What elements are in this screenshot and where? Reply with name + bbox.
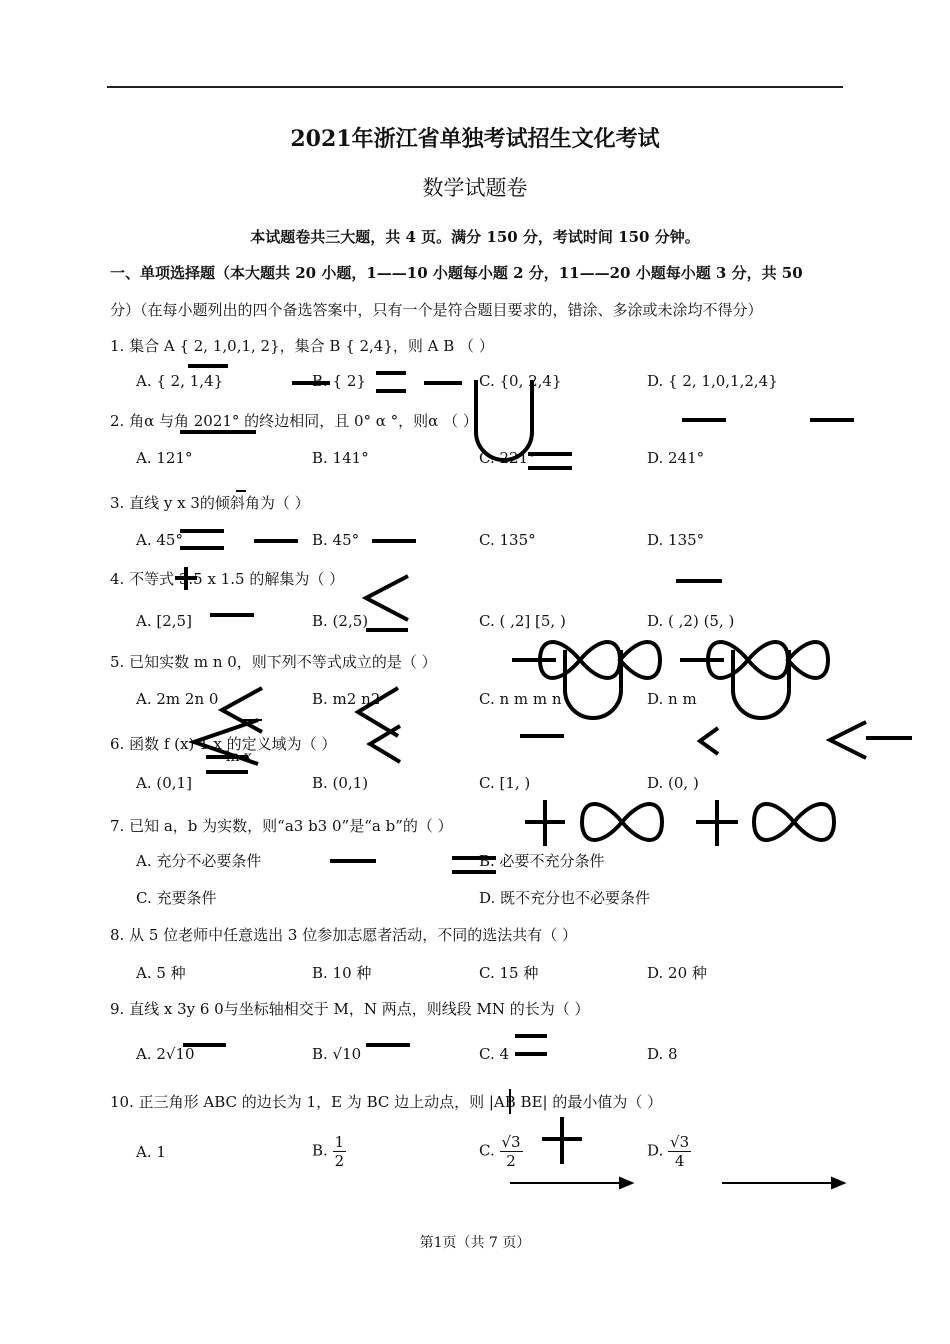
question-5-stem: 5. 已知实数 m n 0，则下列不等式成立的是（ ） [110, 653, 437, 671]
q7-option-d: D. 既不充分也不必要条件 [479, 889, 651, 907]
q1-option-a: A. { 2, 1,4} [136, 372, 224, 390]
q9-option-a: A. 2√10 [136, 1045, 195, 1063]
q10-b-fraction: $\frac{1}{2}$ [334, 1133, 345, 1170]
q3-option-b: B. 45° [312, 531, 360, 549]
q6-option-c: C. [1, ) [479, 774, 531, 792]
less-equal-glyph [366, 576, 408, 620]
q3-option-d: D. 135° [647, 531, 705, 549]
q5-option-d: D. n m [647, 690, 697, 708]
q6-option-b: B. (0,1) [312, 774, 369, 792]
q7-option-c: C. 充要条件 [136, 889, 217, 907]
q4-option-c: C. ( ,2] [5, ) [479, 612, 566, 630]
section-heading-line1: 一、单项选择题（本大题共 20 小题，1——10 小题每小题 2 分，11——20 小题每小题 3 分，共 50 [110, 264, 803, 282]
q4-option-a: A. [2,5] [136, 612, 192, 630]
q2-option-c: C. 221° [479, 449, 536, 467]
q10-option-c: C. $\frac{√3}{2}$ [479, 1133, 521, 1170]
q9-option-c: C. 4 [479, 1045, 510, 1063]
q8-option-b: B. 10 种 [312, 964, 372, 982]
q1-option-d: D. { 2, 1,0,1,2,4} [647, 372, 778, 390]
less-than-glyph [830, 722, 866, 758]
q3-option-c: C. 135° [479, 531, 536, 549]
q6-option-a: A. (0,1] [136, 774, 192, 792]
q9-option-d: D. 8 [647, 1045, 678, 1063]
q10-c-fraction: $\frac{√3}{2}$ [501, 1133, 521, 1170]
q8-option-d: D. 20 种 [647, 964, 707, 982]
vector-arrow-head [832, 1178, 844, 1188]
q1-option-b: B. { 2} [312, 372, 366, 390]
q2-option-a: A. 121° [136, 449, 193, 467]
question-4-stem: 4. 不等式 3.5 x 1.5 的解集为（ ） [110, 570, 345, 588]
q10-d-fraction: $\frac{√3}{4}$ [670, 1133, 690, 1170]
q5-option-c: C. n m m n [479, 690, 562, 708]
q6-option-d: D. (0, ) [647, 774, 699, 792]
q7-option-a: A. 充分不必要条件 [136, 852, 262, 870]
union-glyph [476, 380, 532, 460]
question-9-stem: 9. 直线 x 3y 6 0与坐标轴相交于 M，N 两点，则线段 MN 的长为（ ） [110, 1000, 590, 1018]
question-6-stem: 6. 函数 f (x) 1 x 的定义域为（ ） [110, 735, 337, 753]
q10-option-a: A. 1 [136, 1143, 166, 1161]
q8-option-c: C. 15 种 [479, 964, 539, 982]
q10-option-b: B. $\frac{1}{2}$ [312, 1133, 345, 1170]
q8-option-a: A. 5 种 [136, 964, 186, 982]
union-glyph [565, 650, 621, 718]
exam-note: 本试题卷共三大题，共 4 页。满分 150 分，考试时间 150 分钟。 [250, 228, 700, 246]
q6-denominator: ln x [226, 749, 252, 765]
q7-option-b: B. 必要不充分条件 [479, 852, 605, 870]
question-7-stem: 7. 已知 a，b 为实数，则“a3 b3 0”是“a b”的（ ） [110, 817, 453, 835]
q1-option-c: C. {0, 2,4} [479, 372, 562, 390]
exam-subtitle: 数学试题卷 [422, 176, 528, 200]
vector-arrow-head [620, 1178, 632, 1188]
q9-option-b: B. √10 [312, 1045, 362, 1063]
less-than-glyph [222, 688, 262, 732]
q3-option-a: A. 45° [136, 531, 183, 549]
q2-option-b: B. 141° [312, 449, 369, 467]
question-8-stem: 8. 从 5 位老师中任意选出 3 位参加志愿者活动，不同的选法共有（ ） [110, 926, 578, 944]
q2-option-d: D. 241° [647, 449, 705, 467]
infinity-glyph [708, 642, 828, 678]
less-than-glyph [370, 726, 400, 762]
question-1-stem: 1. 集合 A { 2, 1,0,1, 2}，集合 B { 2,4}，则 A B （ ） [110, 337, 494, 355]
q5-option-b: B. m2 n2 [312, 690, 381, 708]
q5-option-a: A. 2m 2n 0 [136, 690, 219, 708]
question-2-stem: 2. 角α 与角 2021° 的终边相同，且 0° α °，则α （ ） [110, 412, 478, 430]
union-glyph [733, 650, 789, 718]
question-10-stem: 10. 正三角形 ABC 的边长为 1，E 为 BC 边上动点，则 |AB BE| 的最小值为（ ） [110, 1093, 663, 1111]
q10-option-d: D. $\frac{√3}{4}$ [647, 1133, 690, 1170]
top-rule [107, 86, 843, 88]
exam-title: 2021年浙江省单独考试招生文化考试 [290, 126, 660, 152]
infinity-glyph [754, 804, 834, 840]
less-than-glyph [700, 728, 718, 754]
q4-option-b: B. (2,5) [312, 612, 369, 630]
infinity-glyph [582, 804, 662, 840]
q4-option-d: D. ( ,2) (5, ) [647, 612, 735, 630]
section-heading-line2: 分）（在每小题列出的四个备选答案中，只有一个是符合题目要求的，错涂、多涂或未涂均不得分） [110, 301, 763, 319]
infinity-glyph [540, 642, 660, 678]
question-3-stem: 3. 直线 y x 3的倾斜角为（ ） [110, 494, 310, 512]
page-footer: 第1页（共 7 页） [419, 1235, 531, 1251]
